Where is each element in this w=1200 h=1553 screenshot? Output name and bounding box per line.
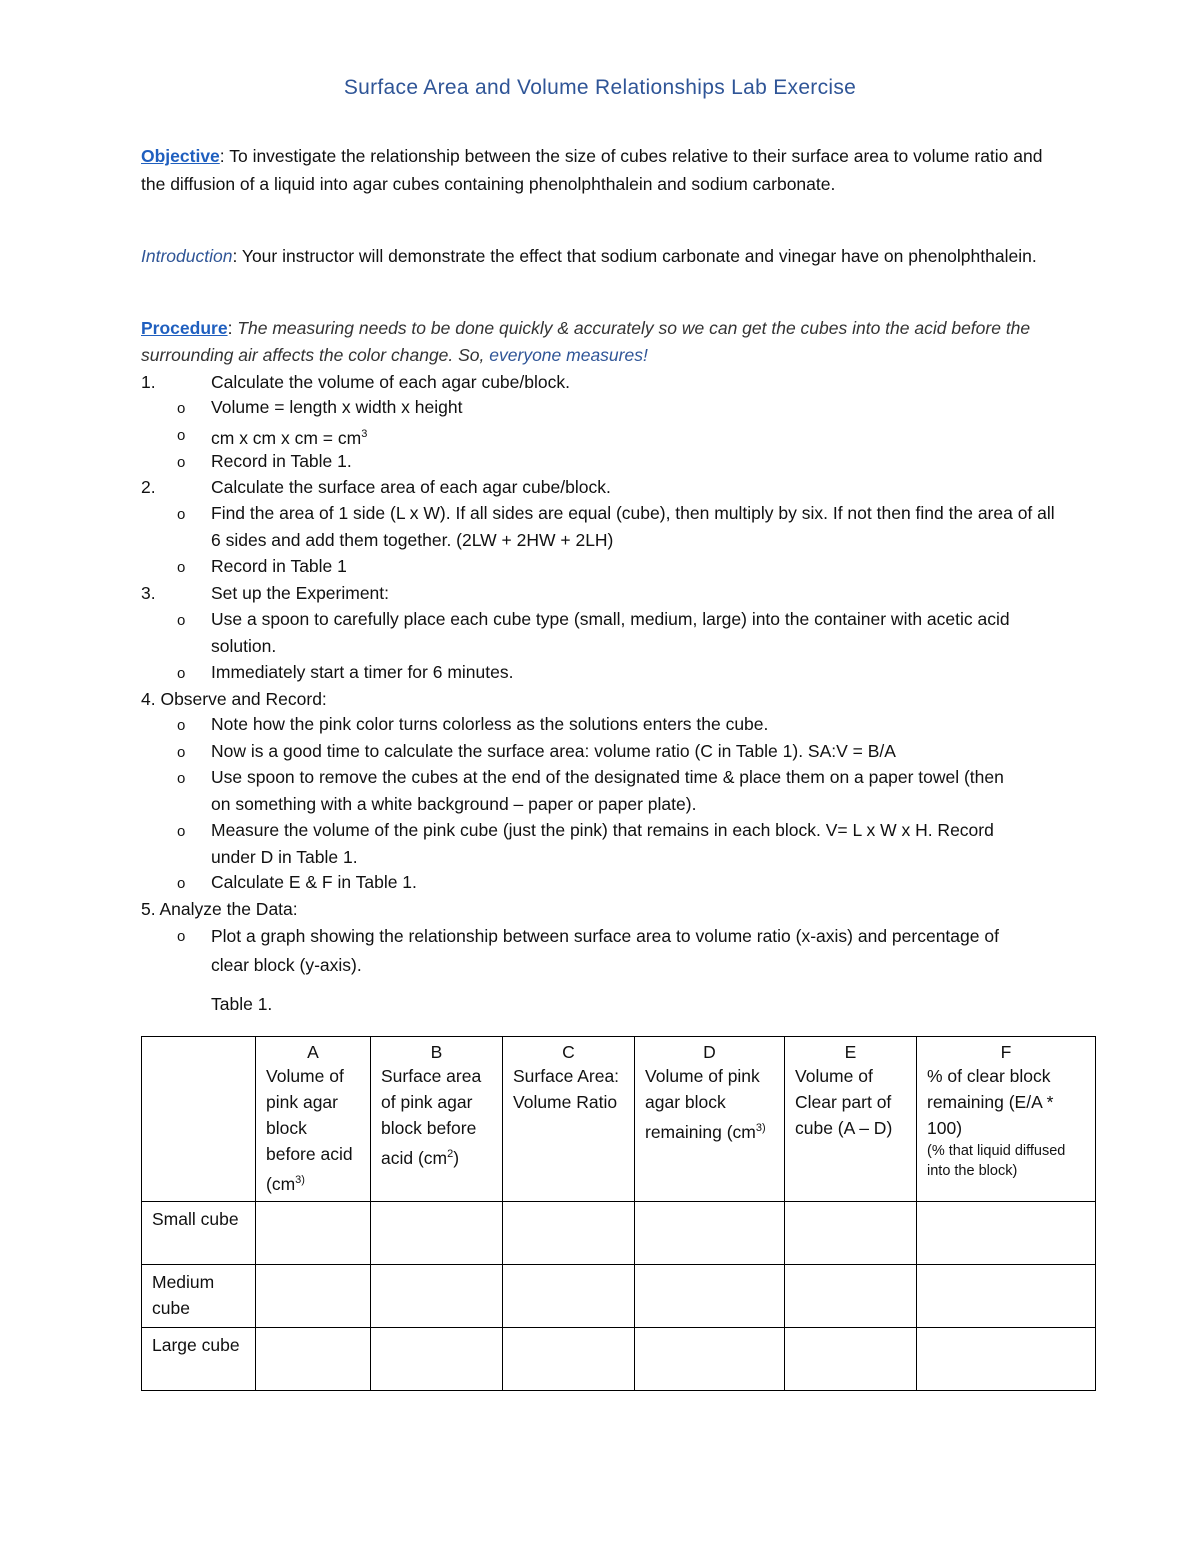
- step-text: Set up the Experiment:: [211, 583, 390, 603]
- bullet-text: Measure the volume of the pink cube (just the pink) that remains in each block. V= L x W x H. Record under D in Table 1.: [211, 820, 994, 867]
- bullet-text: Immediately start a timer for 6 minutes.: [211, 662, 514, 682]
- step-text: Calculate the volume of each agar cube/block.: [211, 372, 570, 392]
- column-header-d: D Volume of pink agar block remaining ($cm^{3)}$: [635, 1037, 785, 1202]
- bullet-text: Record in Table 1.: [211, 451, 352, 471]
- bullet-text: Find the area of 1 side (L x W). If all sides are equal (cube), then multiply by six. If not then find the area of all 6 sides and add them together. (2LW + 2HW + 2LH): [211, 503, 1055, 550]
- bullet-text: Calculate E & F in Table 1.: [211, 872, 417, 892]
- step-heading: 4. Observe and Record:: [141, 689, 327, 709]
- bullet-marker: o: [177, 400, 186, 417]
- table-cell: [635, 1264, 785, 1327]
- bullet-text: Note how the pink color turns colorless as the solutions enters the cube.: [211, 714, 769, 734]
- table-cell: [635, 1327, 785, 1390]
- bullet-text: cm x cm x cm = $cm^3$: [211, 427, 368, 448]
- column-header-b: B Surface area of pink agar block before acid $(cm^2)$: [371, 1037, 503, 1202]
- bullet-marker: o: [177, 823, 186, 840]
- table-cell: [371, 1327, 503, 1390]
- bullet-marker: o: [177, 427, 186, 444]
- table-cell: [785, 1327, 917, 1390]
- bullet-marker: o: [177, 612, 186, 629]
- bullet-marker: o: [177, 770, 186, 787]
- table-cell: [371, 1201, 503, 1264]
- row-label: Large cube: [142, 1327, 256, 1390]
- table-cell: [256, 1327, 371, 1390]
- column-header-e: E Volume of Clear part of cube (A – D): [785, 1037, 917, 1202]
- bullet-text: Plot a graph showing the relationship between surface area to volume ratio (x-axis) and percentage of clear block (y-axis).: [211, 926, 999, 975]
- table-cell: [917, 1201, 1096, 1264]
- objective-paragraph: Objective: To investigate the relationship between the size of cubes relative to their surface area to volume ratio and the diffusion of a liquid into agar cubes containing phenolphthalein and sodium carbonate.: [141, 146, 1043, 194]
- table-row: [142, 1327, 1096, 1390]
- column-header-f: F % of clear block remaining (E/A * 100) (% that liquid diffused into the block): [917, 1037, 1096, 1202]
- bullet-text: Volume = length x width x height: [211, 397, 463, 417]
- bullet-text: Now is a good time to calculate the surface area: volume ratio (C in Table 1). SA:V = B/A: [211, 741, 896, 761]
- table-cell: [256, 1201, 371, 1264]
- procedure-text: The measuring needs to be done quickly & accurately so we can get the cubes into the acid before the surrounding air affects the color change. So,: [141, 318, 1031, 365]
- column-header-note: (% that liquid diffused into the block): [927, 1143, 1066, 1179]
- introduction-label: Introduction: [141, 246, 233, 266]
- bullet-marker: o: [177, 744, 186, 761]
- procedure-paragraph: Procedure: The measuring needs to be done quickly & accurately so we can get the cubes into the acid before the surrounding air affects the color change. So, everyone measures!: [141, 318, 1031, 365]
- bullet-marker: o: [177, 506, 186, 523]
- table-cell: [503, 1264, 635, 1327]
- row-label: Small cube: [142, 1201, 256, 1264]
- table-cell: [635, 1201, 785, 1264]
- objective-label: Objective: [141, 146, 220, 166]
- step-heading: 5. Analyze the Data:: [141, 899, 298, 919]
- introduction-text: Your instructor will demonstrate the effect that sodium carbonate and vinegar have on phenolphthalein.: [241, 246, 1037, 266]
- step-text: Calculate the surface area of each agar cube/block.: [211, 477, 611, 497]
- bullet-marker: o: [177, 559, 186, 576]
- data-table: [141, 1036, 1096, 1391]
- procedure-emphasis: everyone measures!: [489, 344, 648, 365]
- table-cell: [917, 1327, 1096, 1390]
- procedure-label: Procedure: [141, 318, 228, 338]
- bullet-marker: o: [177, 454, 186, 471]
- bullet-marker: o: [177, 875, 186, 892]
- table-cell: [785, 1264, 917, 1327]
- table-cell: [917, 1264, 1096, 1327]
- step-number: 3.: [141, 583, 156, 603]
- column-header-c: C Surface Area: Volume Ratio: [503, 1037, 635, 1202]
- objective-text: To investigate the relationship between the size of cubes relative to their surface area to volume ratio and the diffusion of a liquid into agar cubes containing phenolphthalein and sodium carbonate.: [141, 146, 1043, 194]
- table-cell: [256, 1264, 371, 1327]
- table-row: [142, 1201, 1096, 1264]
- table-header-row: [142, 1037, 1096, 1202]
- table-row: [142, 1264, 1096, 1327]
- table-cell: [371, 1264, 503, 1327]
- page-title: Surface Area and Volume Relationships Lab Exercise: [343, 76, 857, 99]
- bullet-marker: o: [177, 665, 186, 682]
- bullet-text: Use spoon to remove the cubes at the end of the designated time & place them on a paper towel (then on something with a white background – paper or paper plate).: [211, 767, 1004, 814]
- row-label: Medium cube: [142, 1264, 256, 1327]
- header-empty-cell: [142, 1037, 256, 1202]
- table-cell: [503, 1327, 635, 1390]
- column-header-a: A Volume of pink agar block before acid ($cm^{3)}$: [256, 1037, 371, 1202]
- bullet-marker: o: [177, 928, 186, 945]
- step-number: 1.: [141, 372, 156, 392]
- introduction-paragraph: Introduction: Your instructor will demonstrate the effect that sodium carbonate and vinegar have on phenolphthalein.: [141, 246, 1037, 266]
- bullet-text: Use a spoon to carefully place each cube type (small, medium, large) into the container with acetic acid solution.: [211, 609, 1010, 656]
- bullet-marker: o: [177, 717, 186, 734]
- step-number: 2.: [141, 477, 156, 497]
- table-cell: [503, 1201, 635, 1264]
- table-cell: [785, 1201, 917, 1264]
- table-caption: Table 1.: [211, 994, 273, 1014]
- bullet-text: Record in Table 1: [211, 556, 347, 576]
